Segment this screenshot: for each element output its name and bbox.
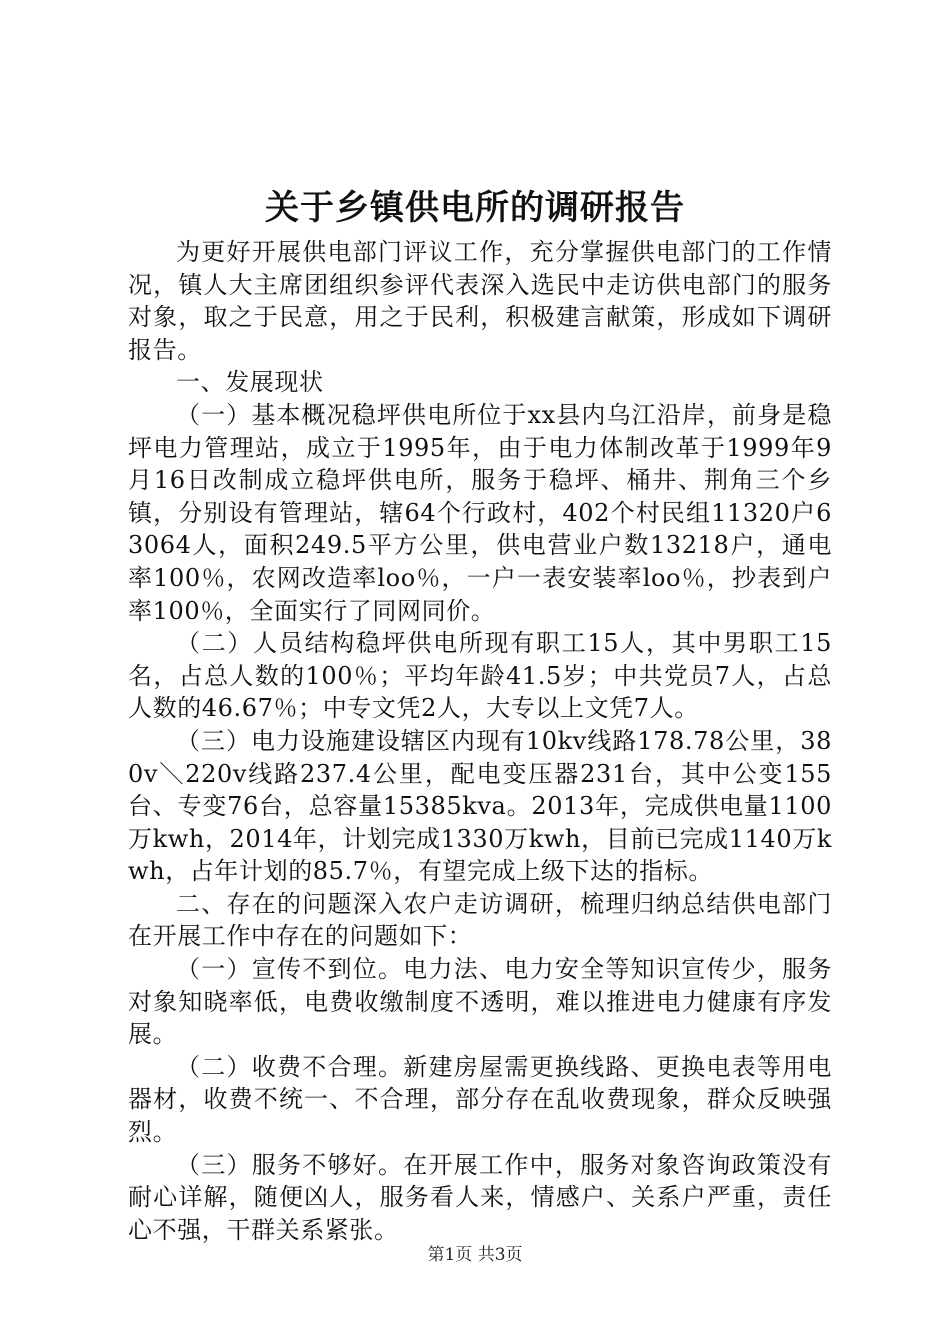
paragraph-problem-publicity: （一）宣传不到位。电力法、电力安全等知识宣传少，服务对象知晓率低，电费收缴制度不透明，难以推进电力健康有序发展。 [128,955,832,1049]
document-body [128,236,832,1246]
paragraph-problem-service: （三）服务不够好。在开展工作中，服务对象咨询政策没有耐心详解，随便凶人，服务看人来，情感户、关系户严重，责任心不强，干群关系紧张。 [128,1150,832,1244]
section-heading-development-status: 一、发展现状 [176,368,324,397]
page-number-footer: 第1页 共3页 [427,1245,523,1265]
paragraph-power-facilities: （三）电力设施建设辖区内现有10kv线路178.78公里，380v＼220v线路237.4公里，配电变压器231台，其中公变155台、专变76台，总容量15385kva。2013年，完成供电量1100万kwh，2014年，计划完成1330万kwh，目前已完成1140万kwh，占年计划的85.7％，有望完成上级下达的指标。 [128,726,832,886]
paragraph-basic-overview: （一）基本概况稳坪供电所位于xx县内乌江沿岸，前身是稳坪电力管理站，成立于1995年，由于电力体制改革于1999年9月16日改制成立稳坪供电所，服务于稳坪、桶井、荆角三个乡镇，分别设有管理站，辖64个行政村，402个村民组11320户63064人，面积249.5平方公里，供电营业户数13218户，通电率100％，农网改造率loo％，一户一表安装率loo％，抄表到户率100％，全面实行了同网同价。 [128,400,832,625]
paragraph-staff-structure: （二）人员结构稳坪供电所现有职工15人，其中男职工15名，占总人数的100％；平均年龄41.5岁；中共党员7人，占总人数的46.67％；中专文凭2人，大专以上文凭7人。 [128,629,832,723]
paragraph-existing-problems: 二、存在的问题深入农户走访调研，梳理归纳总结供电部门在开展工作中存在的问题如下： [128,889,832,951]
paragraph-problem-fees: （二）收费不合理。新建房屋需更换线路、更换电表等用电器材，收费不统一、不合理，部分存在乱收费现象，群众反映强烈。 [128,1052,832,1147]
document-title: 关于乡镇供电所的调研报告 [265,188,685,228]
paragraph-intro: 为更好开展供电部门评议工作，充分掌握供电部门的工作情况，镇人大主席团组织参评代表深入选民中走访供电部门的服务对象，取之于民意，用之于民利，积极建言献策，形成如下调研报告。 [128,238,832,364]
